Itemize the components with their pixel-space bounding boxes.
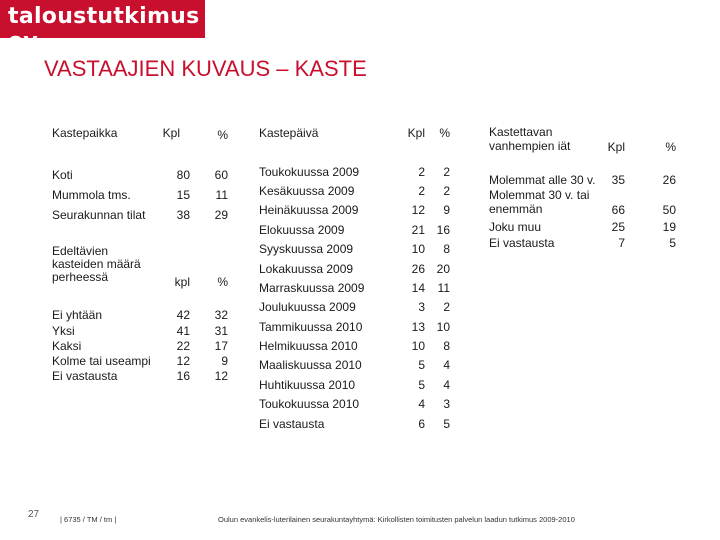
- table-row-label: Koti: [52, 168, 73, 182]
- table-row-label: Yksi: [52, 324, 75, 338]
- table-row-kpl: 12: [176, 354, 190, 368]
- table-row-pct: 31: [214, 324, 228, 338]
- table-row-label: Molemmat alle 30 v.: [489, 173, 596, 187]
- table1-header-label: Kastepaikka: [52, 126, 118, 140]
- table-row-label: Tammikuussa 2010: [259, 320, 363, 334]
- table3-header-pct: %: [439, 126, 450, 140]
- table-row-pct: 16: [436, 223, 450, 237]
- table-row-pct: 60: [214, 168, 228, 182]
- table4-header-label: Kastettavan vanhempien iät: [489, 125, 571, 153]
- table-row-kpl: 26: [411, 262, 425, 276]
- table-row-kpl: 2: [418, 184, 425, 198]
- table-row-kpl: 5: [418, 358, 425, 372]
- table-row-pct: 32: [214, 308, 228, 322]
- table-row-label: Helmikuussa 2010: [259, 339, 358, 353]
- table-row-label: Syyskuussa 2009: [259, 242, 354, 256]
- footer-code: | 6735 / TM / tm |: [60, 515, 117, 524]
- table-row-kpl: 16: [176, 369, 190, 383]
- table-row-label: Huhtikuussa 2010: [259, 378, 356, 392]
- table-row-label: Toukokuussa 2009: [259, 165, 360, 179]
- table-row-pct: 4: [443, 358, 450, 372]
- table2-header-label: Edeltävien kasteiden määrä perheessä: [52, 244, 141, 284]
- table-row-kpl: 80: [176, 168, 190, 182]
- table-row-kpl: 14: [411, 281, 425, 295]
- table-row-pct: 4: [443, 378, 450, 392]
- table-row-kpl: 35: [611, 173, 625, 187]
- table-row-pct: 11: [437, 281, 450, 295]
- table-row-kpl: 10: [411, 339, 425, 353]
- table-row-label: Ei vastausta: [489, 236, 555, 250]
- page-number: 27: [28, 509, 40, 520]
- table-row-kpl: 42: [176, 308, 190, 322]
- table3-header-kpl: Kpl: [407, 126, 425, 140]
- table-row-kpl: 4: [418, 397, 425, 411]
- footer-text: Oulun evankelis-luterilainen seurakuntayhtymä: Kirkollisten toimitusten palvelun laadun tutkimus 2009-2010: [218, 515, 575, 524]
- table-row-pct: 11: [215, 188, 228, 202]
- table4-header-pct: %: [665, 140, 676, 154]
- table-row-pct: 10: [436, 320, 450, 334]
- company-logo: [0, 0, 205, 54]
- table2-header-kpl: kpl: [174, 275, 190, 289]
- table-row-label: Joku muu: [489, 220, 542, 234]
- table-row-pct: 2: [443, 184, 450, 198]
- table-row-pct: 26: [662, 173, 676, 187]
- table-row-pct: 3: [443, 397, 450, 411]
- table-row-kpl: 2: [418, 165, 425, 179]
- table-row-pct: 29: [214, 208, 228, 222]
- table-row-pct: 5: [443, 417, 450, 431]
- table-row-pct: 2: [443, 165, 450, 179]
- table-row-label: Joulukuussa 2009: [259, 300, 356, 314]
- table-row-pct: 19: [662, 220, 676, 234]
- table-row-kpl: 6: [418, 417, 425, 431]
- table-row-label: Ei vastausta: [259, 417, 325, 431]
- table-row-label: Lokakuussa 2009: [259, 262, 354, 276]
- table-row-pct: 8: [443, 242, 450, 256]
- table-row-kpl: 41: [176, 324, 190, 338]
- table-row-label: Toukokuussa 2010: [259, 397, 360, 411]
- table3-header-label: Kastepäivä: [259, 126, 319, 140]
- table-row-kpl: 7: [618, 236, 625, 250]
- table-row-kpl: 5: [418, 378, 425, 392]
- table-row-label: Heinäkuussa 2009: [259, 203, 359, 217]
- table-row-kpl: 21: [411, 223, 425, 237]
- table2-header-pct: %: [217, 275, 228, 289]
- table-row-kpl: 3: [418, 300, 425, 314]
- table1-header-kpl: Kpl: [162, 126, 180, 140]
- table-row-pct: 2: [443, 300, 450, 314]
- table-row-label: Kesäkuussa 2009: [259, 184, 355, 198]
- table-row-kpl: 25: [611, 220, 625, 234]
- table-row-pct: 9: [443, 203, 450, 217]
- table-row-kpl: 22: [176, 339, 190, 353]
- table-row-label: Kaksi: [52, 339, 82, 353]
- page-title: VASTAAJIEN KUVAUS – KASTE: [44, 56, 367, 81]
- table-row-label: Maaliskuussa 2010: [259, 358, 362, 372]
- table-row-label: Marraskuussa 2009: [259, 281, 365, 295]
- table-row-kpl: 66: [611, 203, 625, 217]
- table-row-label: Elokuussa 2009: [259, 223, 345, 237]
- logo-text: taloustutkimus oy: [8, 4, 200, 54]
- table-row-kpl: 13: [411, 320, 425, 334]
- table-row-label: Seurakunnan tilat: [52, 208, 146, 222]
- table-row-kpl: 15: [176, 188, 190, 202]
- table1-header-pct: %: [217, 128, 228, 142]
- table-row-label: Molemmat 30 v. tai enemmän: [489, 188, 590, 216]
- table4-header-kpl: Kpl: [607, 140, 625, 154]
- table-row-pct: 12: [214, 369, 228, 383]
- table-row-pct: 17: [214, 339, 228, 353]
- table-row-pct: 20: [436, 262, 450, 276]
- table-row-label: Mummola tms.: [52, 188, 131, 202]
- table-row-kpl: 12: [411, 203, 425, 217]
- table-row-pct: 9: [221, 354, 228, 368]
- table-row-kpl: 10: [411, 242, 425, 256]
- table-row-kpl: 38: [176, 208, 190, 222]
- table-row-label: Kolme tai useampi: [52, 354, 151, 368]
- table-row-pct: 5: [669, 236, 676, 250]
- table-row-label: Ei yhtään: [52, 308, 103, 322]
- table-row-label: Ei vastausta: [52, 369, 118, 383]
- table-row-pct: 50: [662, 203, 676, 217]
- table-row-pct: 8: [443, 339, 450, 353]
